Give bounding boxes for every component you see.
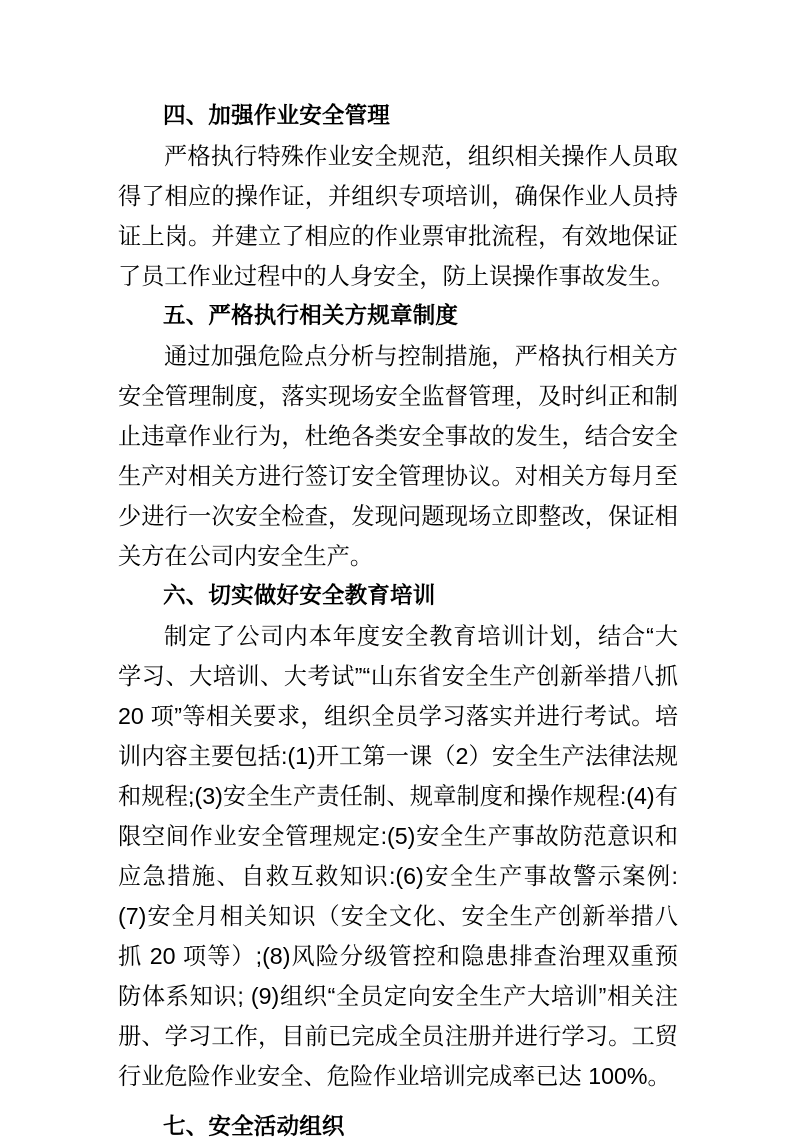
section-paragraph-four: 严格执行特殊作业安全规范，组织相关操作人员取得了相应的操作证，并组织专项培训，确保作业人员持证上岗。并建立了相应的作业票审批流程，有效地保证了员工作业过程中的人身安全，防上误操作事故发生。	[118, 143, 678, 289]
section-heading-six: 六、切实做好安全教育培训	[163, 583, 436, 608]
section-paragraph-six: 制定了公司内本年度安全教育培训计划，结合“大学习、大培训、大考试”“山东省安全生产创新举措八抓 20 项”等相关要求，组织全员学习落实并进行考试。培训内容主要包括:(1)开工第一课（2）安全生产法律法规和规程;(3)安全生产责任制、规章制度和操作规程:(4)有限空间作业安全管理规定:(5)安全生产事故防范意识和应急措施、自救互救知识:(6)安全生产事故警示案例: (7)安全月相关知识（安全文化、安全生产创新举措八抓 20 项等）;(8)风险分级管控和隐患排查治理双重预防体系知识; (9)组织“全员定向安全生产大培训”相关注册、学习工作，目前已完成全员注册并进行学习。工贸行业危险作业安全、危险作业培训完成率已达 100%。	[118, 623, 678, 1089]
section-paragraph-five: 通过加强危险点分析与控制措施，严格执行相关方安全管理制度，落实现场安全监督管理，及时纠正和制止违章作业行为，杜绝各类安全事故的发生，结合安全生产对相关方进行签订安全管理协议。对相关方每月至少进行一次安全检查，发现问题现场立即整改，保证相关方在公司内安全生产。	[118, 343, 678, 569]
section-heading-seven: 七、安全活动组织	[163, 1114, 345, 1139]
section-heading-five: 五、严格执行相关方规章制度	[163, 303, 459, 328]
document-body	[118, 96, 678, 1147]
section-heading-four: 四、加强作业安全管理	[163, 103, 391, 128]
